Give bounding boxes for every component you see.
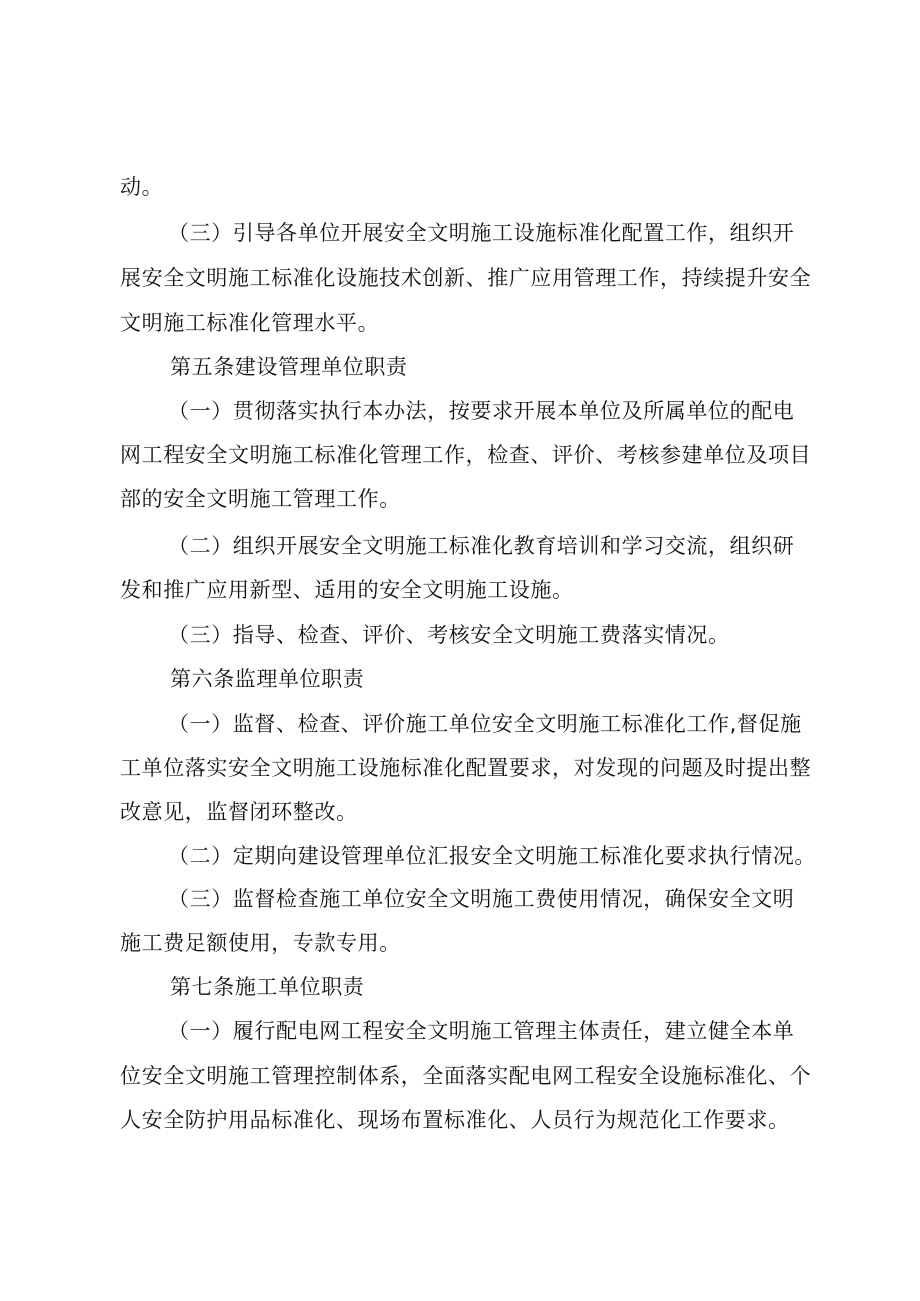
text-line: （三）引导各单位开展安全文明施工设施标准化配置工作，组织开 [168,221,795,245]
text-line: 工单位落实安全文明施工设施标准化配置要求，对发现的问题及时提出整 [120,756,812,780]
section-heading: 第六条监理单位职责 [170,667,365,691]
text-line: 发和推广应用新型、适用的安全文明施工设施。 [120,578,574,602]
section-heading: 第五条建设管理单位职责 [170,355,408,379]
text-line: 展安全文明施工标准化设施技术创新、推广应用管理工作，持续提升安全 [120,266,812,290]
text-line: （二）定期向建设管理单位汇报安全文明施工标准化要求执行情况。 [168,844,816,868]
text-line: 部的安全文明施工管理工作。 [120,487,401,511]
text-line: 文明施工标准化管理水平。 [120,311,380,335]
text-line: 网工程安全文明施工标准化管理工作，检查、评价、考核参建单位及项目 [120,443,812,467]
text-line: （三）指导、检查、评价、考核安全文明施工费落实情况。 [168,623,730,647]
text-line: （二）组织开展安全文明施工标准化教育培训和学习交流，组织研 [168,534,795,558]
text-line: （一）贯彻落实执行本办法，按要求开展本单位及所属单位的配电 [168,399,795,423]
text-line: （一）监督、检查、评价施工单位安全文明施工标准化工作,督促施 [168,712,802,736]
text-line: （三）监督检查施工单位安全文明施工费使用情况，确保安全文明 [168,887,795,911]
text-line: （一）履行配电网工程安全文明施工管理主体责任，建立健全本单 [168,1019,795,1043]
text-line: 改意见，监督闭环整改。 [120,800,358,824]
text-line: 动。 [120,175,164,199]
text-line: 人安全防护用品标准化、现场布置标准化、人员行为规范化工作要求。 [120,1108,790,1132]
text-line: 施工费足额使用，专款专用。 [120,931,401,955]
section-heading: 第七条施工单位职责 [170,975,365,999]
text-line: 位安全文明施工管理控制体系，全面落实配电网工程安全设施标准化、个 [120,1064,812,1088]
